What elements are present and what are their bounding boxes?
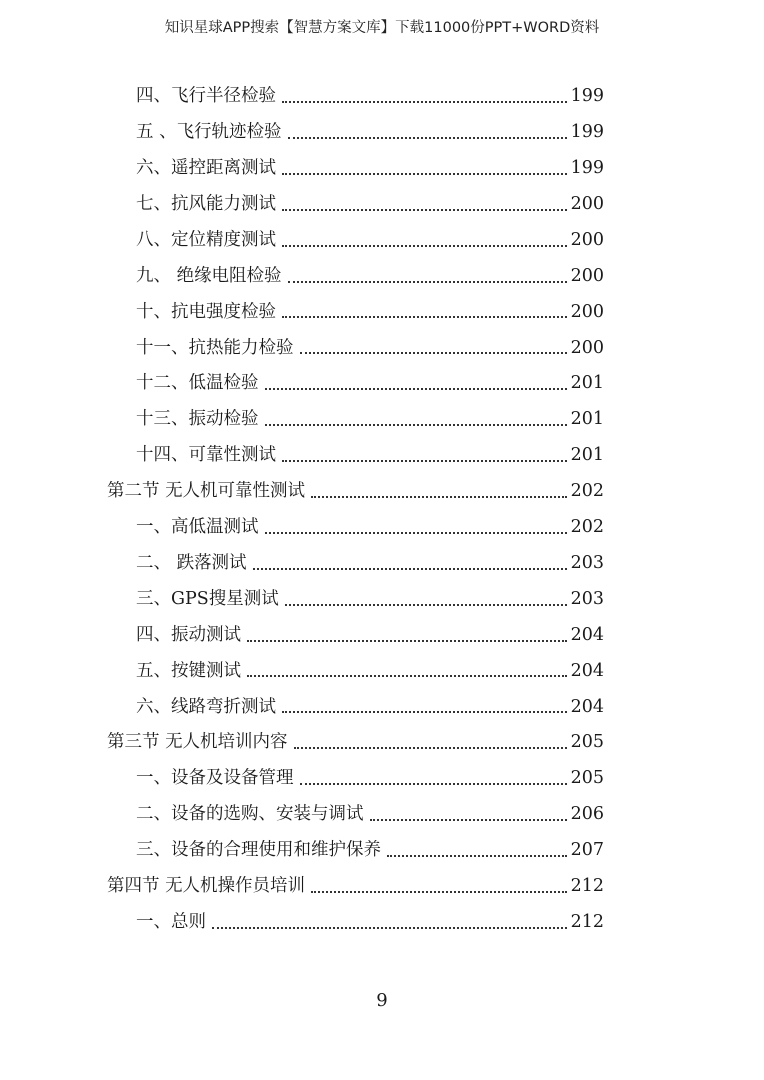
- toc-entry-title: 二、设备的选购、安装与调试: [136, 804, 364, 825]
- toc-entry-page: 201: [570, 373, 604, 394]
- dot-leader: [265, 531, 567, 534]
- page-header: 知识星球APP搜索【智慧方案文库】下载11000份PPT+WORD资料: [164, 20, 600, 36]
- dot-leader: [282, 459, 567, 462]
- toc-entry[interactable]: [0, 510, 764, 546]
- toc-entry-title: 第二节 无人机可靠性测试: [107, 481, 306, 502]
- dot-leader: [288, 280, 567, 283]
- toc-entry-title: 四、飞行半径检验: [136, 86, 276, 107]
- toc-entry-title: 十、抗电强度检验: [136, 301, 276, 322]
- dot-leader: [282, 172, 567, 175]
- toc-entry[interactable]: [0, 618, 764, 654]
- toc-entry-title: 一、设备及设备管理: [136, 768, 294, 789]
- toc-entry-title: 六、线路弯折测试: [136, 696, 276, 717]
- toc-entry[interactable]: [0, 223, 764, 259]
- toc-entry[interactable]: [0, 294, 764, 330]
- toc-section-entry[interactable]: [0, 869, 764, 905]
- toc-entry-title: 一、总则: [136, 911, 206, 932]
- dot-leader: [294, 746, 567, 749]
- toc-entry[interactable]: [0, 833, 764, 869]
- dot-leader: [212, 926, 567, 929]
- toc-entry-page: 205: [570, 768, 604, 789]
- toc-entry-page: 201: [570, 409, 604, 430]
- toc-entry[interactable]: [0, 115, 764, 151]
- dot-leader: [282, 208, 567, 211]
- toc-entry[interactable]: [0, 259, 764, 295]
- toc-entry-title: 十三、振动检验: [136, 409, 259, 430]
- toc-section-entry[interactable]: [0, 725, 764, 761]
- toc-entry-title: 五 、飞行轨迹检验: [136, 122, 282, 143]
- toc-entry-title: 四、振动测试: [136, 624, 241, 645]
- dot-leader: [311, 495, 567, 498]
- dot-leader: [282, 244, 567, 247]
- toc-entry-title: 五、按键测试: [136, 660, 241, 681]
- toc-entry-page: 205: [570, 732, 604, 753]
- toc-entry[interactable]: [0, 689, 764, 725]
- toc-entry[interactable]: [0, 438, 764, 474]
- toc-entry[interactable]: [0, 546, 764, 582]
- toc-entry-title: 十一、抗热能力检验: [136, 337, 294, 358]
- toc-section-entry[interactable]: [0, 474, 764, 510]
- toc-entry-title: 九、 绝缘电阻检验: [136, 265, 282, 286]
- toc-entry-page: 202: [570, 517, 604, 538]
- toc-entry-title: 三、设备的合理使用和维护保养: [136, 840, 381, 861]
- toc-entry-page: 207: [570, 840, 604, 861]
- toc-entry-page: 202: [570, 481, 604, 502]
- toc-entry[interactable]: [0, 761, 764, 797]
- toc-entry-page: 199: [570, 158, 604, 179]
- toc-entry-title: 第四节 无人机操作员培训: [107, 876, 306, 897]
- toc-entry-title: 十二、低温检验: [136, 373, 259, 394]
- dot-leader: [282, 315, 567, 318]
- toc-entry[interactable]: [0, 79, 764, 115]
- toc-entry-title: 六、遥控距离测试: [136, 158, 276, 179]
- toc-entry[interactable]: [0, 330, 764, 366]
- dot-leader: [300, 351, 567, 354]
- toc-entry[interactable]: [0, 905, 764, 941]
- toc-entry[interactable]: [0, 402, 764, 438]
- page-number: 9: [376, 990, 388, 1011]
- dot-leader: [300, 782, 567, 785]
- dot-leader: [265, 387, 567, 390]
- toc-entry-page: 204: [570, 660, 604, 681]
- toc-entry-page: 200: [570, 193, 604, 214]
- dot-leader: [311, 890, 567, 893]
- toc-entry-page: 204: [570, 696, 604, 717]
- toc-entry[interactable]: [0, 797, 764, 833]
- toc-entry[interactable]: [0, 366, 764, 402]
- toc-entry-page: 212: [570, 876, 604, 897]
- toc-entry-page: 201: [570, 445, 604, 466]
- toc-entry-page: 204: [570, 624, 604, 645]
- toc-entry-page: 199: [570, 86, 604, 107]
- toc-entry-title: 一、高低温测试: [136, 517, 259, 538]
- toc-entry[interactable]: [0, 653, 764, 689]
- toc-entry-title: 三、GPS搜星测试: [136, 588, 279, 609]
- dot-leader: [370, 818, 567, 821]
- toc-entry[interactable]: [0, 582, 764, 618]
- toc-entry-title: 二、 跌落测试: [136, 552, 247, 573]
- toc-entry-page: 203: [570, 552, 604, 573]
- dot-leader: [288, 136, 567, 139]
- toc-entry-page: 203: [570, 588, 604, 609]
- toc-entry-title: 十四、可靠性测试: [136, 445, 276, 466]
- toc-entry-page: 206: [570, 804, 604, 825]
- dot-leader: [282, 710, 567, 713]
- toc-entry[interactable]: [0, 151, 764, 187]
- toc-entry-page: 200: [570, 301, 604, 322]
- toc-entry[interactable]: [0, 187, 764, 223]
- toc-entry-page: 199: [570, 122, 604, 143]
- dot-leader: [247, 674, 567, 677]
- dot-leader: [387, 854, 567, 857]
- toc-entry-page: 200: [570, 337, 604, 358]
- toc-entry-page: 200: [570, 229, 604, 250]
- dot-leader: [282, 100, 567, 103]
- dot-leader: [285, 603, 567, 606]
- toc-entry-title: 第三节 无人机培训内容: [107, 732, 288, 753]
- toc-entry-title: 七、抗风能力测试: [136, 193, 276, 214]
- dot-leader: [247, 639, 567, 642]
- toc-entry-page: 212: [570, 911, 604, 932]
- dot-leader: [253, 567, 567, 570]
- toc-entry-title: 八、定位精度测试: [136, 229, 276, 250]
- dot-leader: [265, 423, 567, 426]
- toc-entry-page: 200: [570, 265, 604, 286]
